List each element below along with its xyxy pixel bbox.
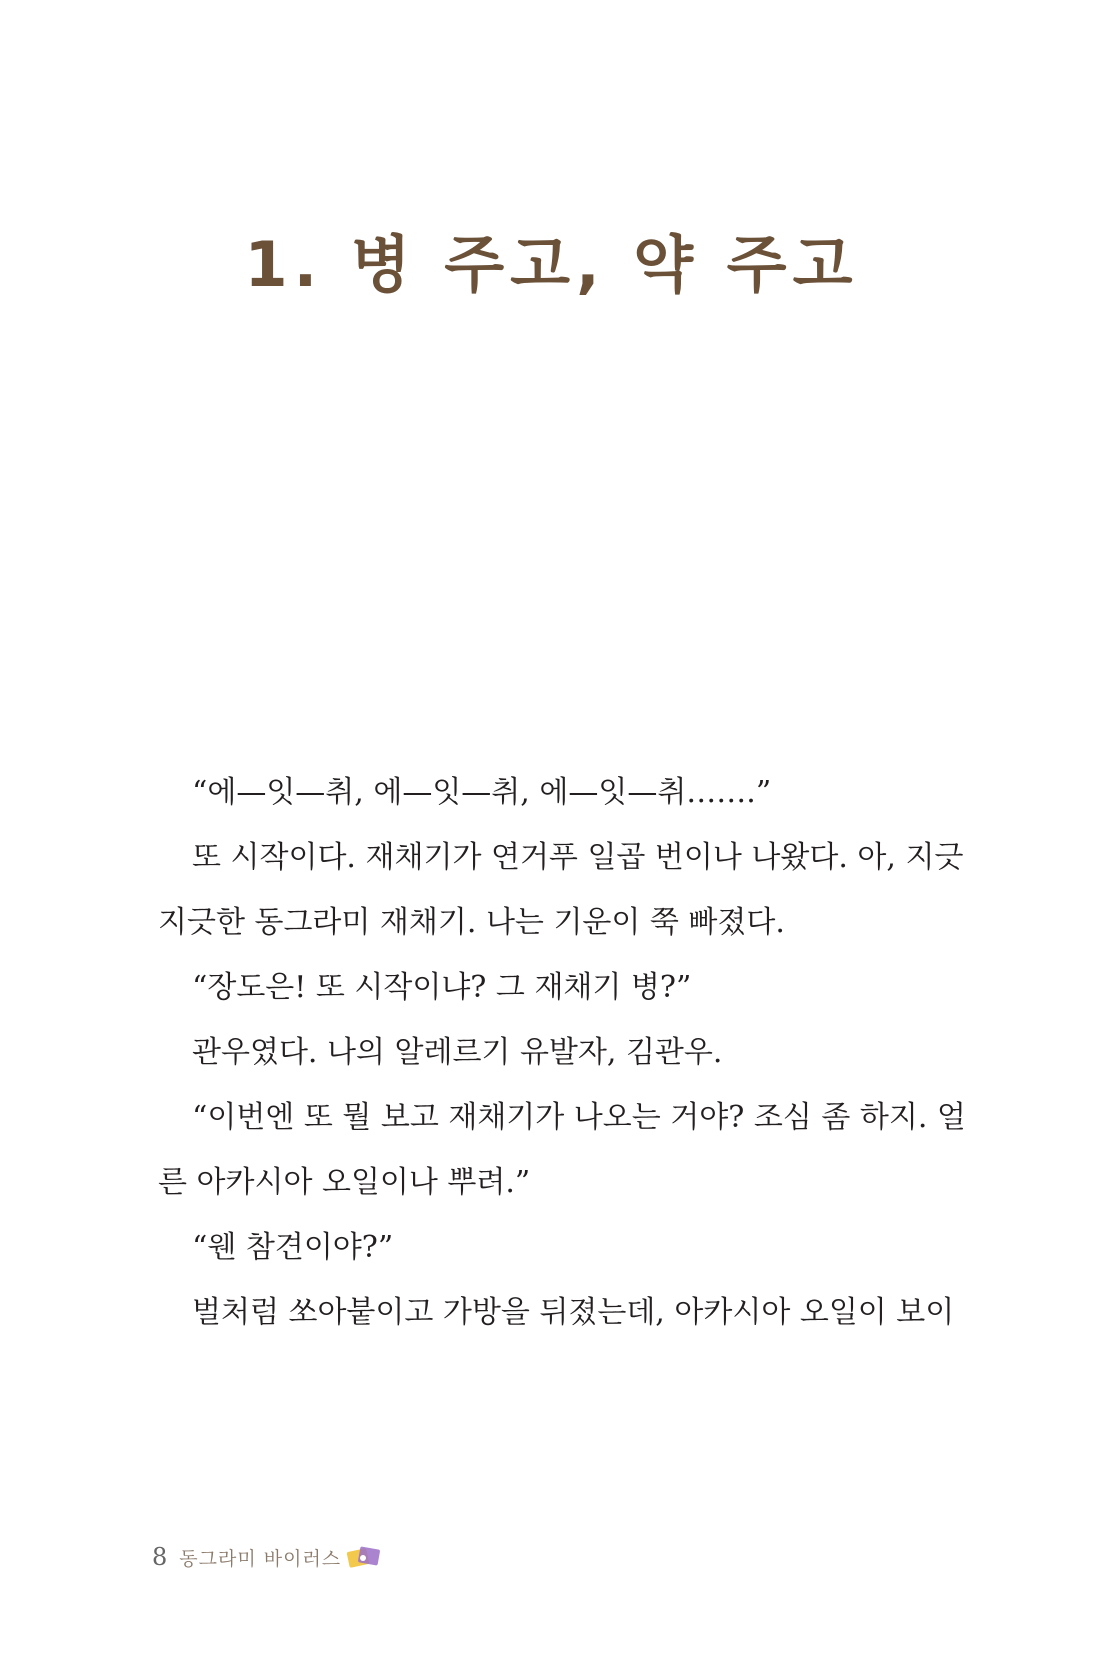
paragraph-line: “이번엔 또 뭘 보고 재채기가 나오는 거야? 조심 좀 하지. 얼 [192,1100,966,1135]
paragraph-line: 벌처럼 쏘아붙이고 가방을 뒤졌는데, 아카시아 오일이 보이 [192,1295,955,1330]
paragraph-line: “에—잇—취, 에—잇—취, 에—잇—취…….” [192,775,772,810]
page-number: 8 [152,1543,168,1571]
paragraph-line: 지긋한 동그라미 재채기. 나는 기운이 쭉 빠졌다. [158,905,785,940]
paragraph-line: 또 시작이다. 재채기가 연거푸 일곱 번이나 나왔다. 아, 지긋 [192,840,964,875]
paragraph-line: 관우였다. 나의 알레르기 유발자, 김관우. [192,1035,723,1070]
body-text [158,760,966,1345]
paragraph-line: “장도은! 또 시작이냐? 그 재채기 병?” [192,970,692,1005]
paragraph-line: “웬 참견이야?” [192,1230,394,1265]
page-footer [152,1537,383,1577]
chapter-title: 1. 병 주고, 약 주고 [244,228,859,301]
paragraph-line: 른 아카시아 오일이나 뿌려.” [158,1165,531,1200]
book-logo-badge-icon [345,1544,383,1570]
running-book-title: 동그라미 바이러스 [179,1547,342,1570]
